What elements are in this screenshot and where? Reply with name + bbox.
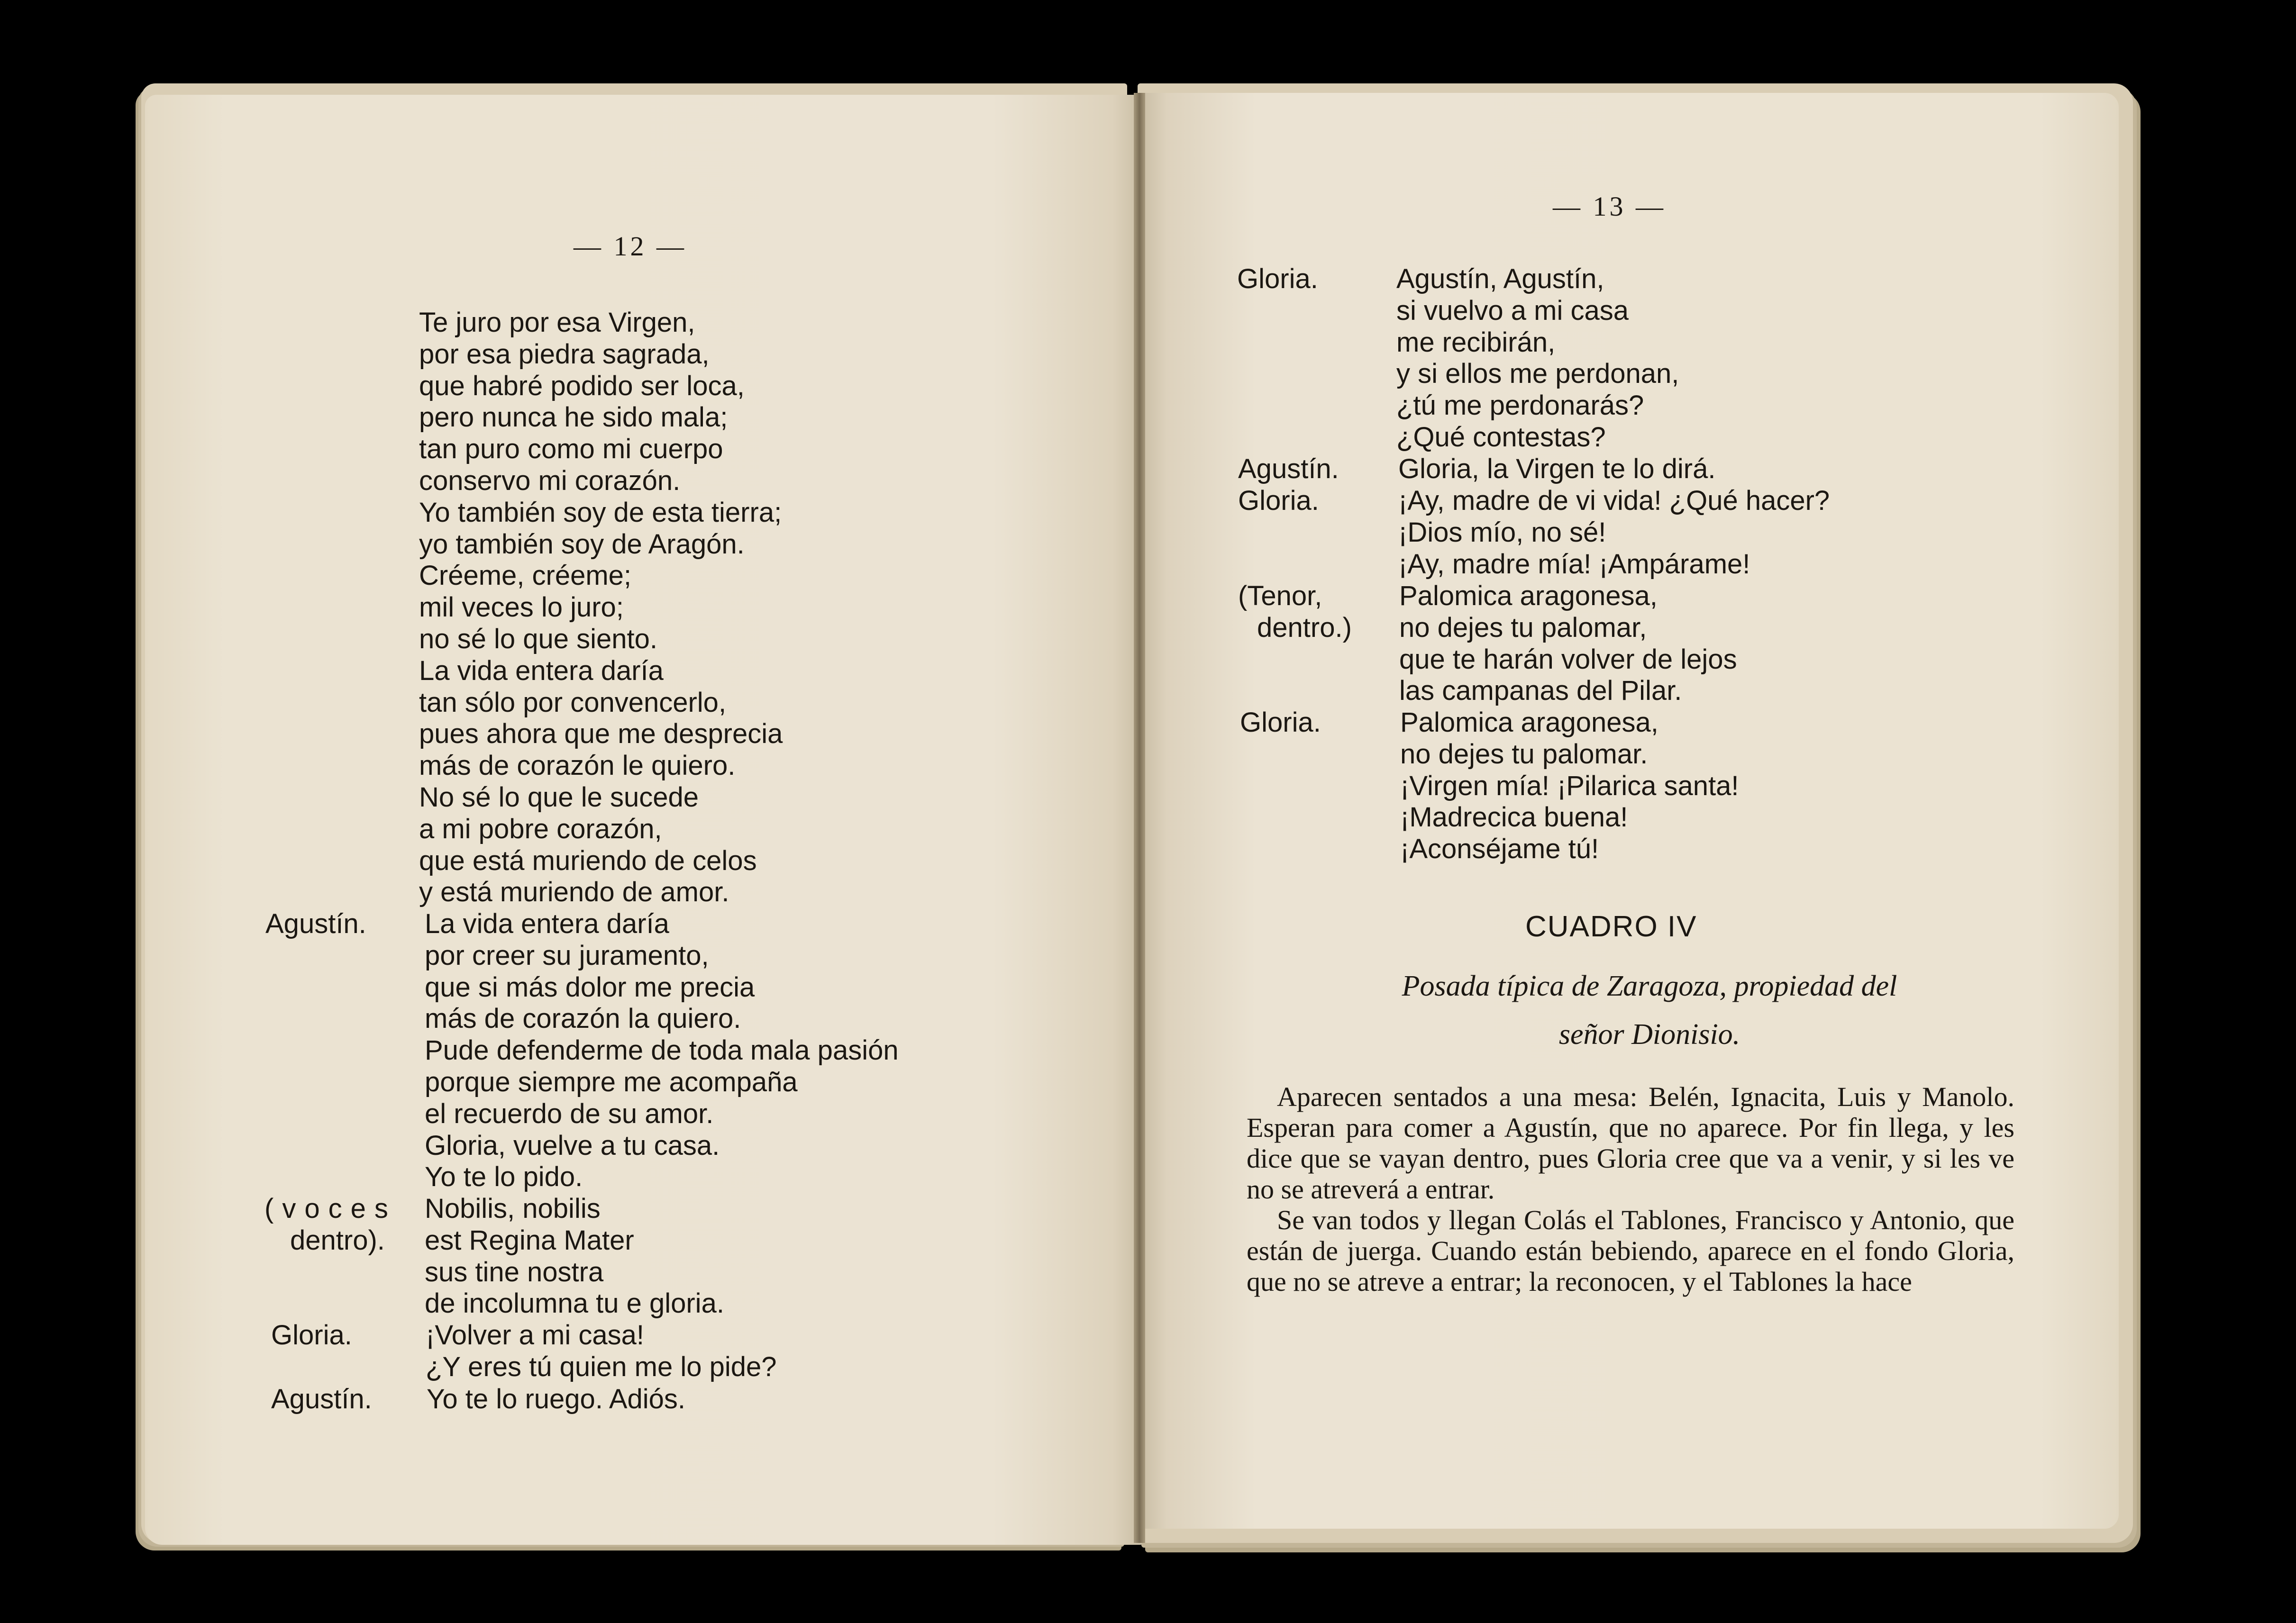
verse-line: ¡Ay, madre de vi vida! ¿Qué hacer?: [1398, 485, 1830, 516]
verse-line: que te harán volver de lejos: [1399, 644, 1737, 675]
verse-line: ¿tú me perdonarás?: [1396, 390, 1644, 421]
scene-subtitle-line: señor Dionisio.: [1558, 1018, 1740, 1051]
verse-line: Agustín, Agustín,: [1396, 263, 1604, 294]
stage-direction-paragraph: Aparecen sentados a una mesa: Belén, Ignacita, Luis y Manolo. Esperan para comer a Agustín, que no aparece. Por fin llega, y les dice que se vayan dentro, pues Gloria cree que va a venir, y si les ve no se atreverá a entrar.: [1247, 1081, 2014, 1205]
scene-heading: CUADRO IV: [1525, 910, 1697, 943]
speaker-name: dentro).: [290, 1225, 385, 1256]
left-verse-block-4: [426, 1320, 777, 1383]
verse-line: ¿Y eres tú quien me lo pide?: [426, 1351, 777, 1382]
verse-line: ¡Virgen mía! ¡Pilarica santa!: [1400, 770, 1739, 801]
verse-line: ¡Aconséjame tú!: [1400, 834, 1599, 865]
verse-line: pero nunca he sido mala;: [419, 402, 728, 433]
verse-line: tan puro como mi cuerpo: [419, 434, 723, 465]
verse-line: Te juro por esa Virgen,: [419, 307, 695, 338]
verse-line: y está muriendo de amor.: [419, 877, 729, 908]
right-verse-block-4: [1399, 580, 1737, 707]
verse-line: las campanas del Pilar.: [1399, 675, 1682, 707]
right-verse-block-2: [1398, 453, 1716, 485]
verse-line: Créeme, créeme;: [419, 560, 632, 591]
verse-line: Gloria, la Virgen te lo dirá.: [1398, 453, 1716, 484]
speaker-name: Agustín.: [1238, 453, 1339, 484]
verse-line: si vuelvo a mi casa: [1396, 295, 1629, 326]
left-verse-block-5: [427, 1384, 685, 1415]
verse-line: No sé lo que le sucede: [419, 781, 699, 813]
verse-line: ¡Ay, madre mía! ¡Ampárame!: [1398, 548, 1750, 580]
right-page-number: — 13 —: [1553, 191, 1666, 222]
verse-line: ¡Dios mío, no sé!: [1398, 517, 1606, 548]
left-verse-block-3: [425, 1193, 724, 1320]
stage-direction-paragraph: Se van todos y llegan Colás el Tablones, Francisco y Antonio, que están de juerga. Cuando están bebiendo, aparece en el fondo Gloria, que no se atreve a entrar; la reconocen, y el Tablones la hace: [1247, 1205, 2014, 1297]
verse-line: no sé lo que siento.: [419, 623, 658, 654]
speaker-name: Agustín.: [271, 1384, 372, 1414]
verse-line: Yo te lo ruego. Adiós.: [427, 1384, 686, 1414]
stage-directions: [1247, 1081, 2014, 1297]
speaker-name: Gloria.: [271, 1320, 352, 1351]
left-page-number: — 12 —: [574, 231, 687, 262]
verse-line: por creer su juramento,: [425, 940, 709, 971]
verse-line: Palomica aragonesa,: [1399, 580, 1658, 611]
verse-line: que si más dolor me precia: [425, 971, 755, 1003]
verse-line: el recuerdo de su amor.: [425, 1098, 714, 1129]
verse-line: Nobilis, nobilis: [425, 1193, 601, 1224]
verse-line: me recibirán,: [1396, 326, 1556, 358]
verse-line: no dejes tu palomar.: [1400, 738, 1648, 770]
verse-line: por esa piedra sagrada,: [419, 338, 710, 370]
speaker-name: Gloria.: [1237, 263, 1318, 294]
speaker-name: (Tenor,: [1238, 580, 1322, 611]
speaker-name: (voces: [264, 1193, 397, 1224]
verse-line: Yo te lo pido.: [425, 1161, 583, 1193]
verse-line: mil veces lo juro;: [419, 592, 624, 623]
scene-subtitle: [1280, 962, 2019, 1059]
speaker-name: Gloria.: [1240, 707, 1321, 738]
verse-line: Pude defenderme de toda mala pasión: [425, 1035, 899, 1066]
left-verse-block-2: [425, 908, 899, 1193]
verse-line: más de corazón le quiero.: [419, 750, 736, 781]
verse-line: tan sólo por convencerlo,: [419, 687, 727, 718]
verse-line: que está muriendo de celos: [419, 845, 757, 876]
left-verse-block-1: [419, 307, 783, 908]
right-verse-block-3: [1398, 485, 1830, 580]
scene-subtitle-line: Posada típica de Zaragoza, propiedad del: [1402, 970, 1897, 1002]
verse-line: La vida entera daría: [425, 908, 669, 939]
verse-line: est Regina Mater: [425, 1224, 634, 1256]
verse-line: yo también soy de Aragón.: [419, 528, 745, 560]
verse-line: Palomica aragonesa,: [1400, 707, 1658, 738]
speaker-name: Agustín.: [265, 908, 366, 939]
verse-line: y si ellos me perdonan,: [1396, 358, 1679, 390]
verse-line: de incolumna tu e gloria.: [425, 1288, 724, 1319]
verse-line: más de corazón la quiero.: [425, 1003, 741, 1034]
verse-line: pues ahora que me desprecia: [419, 718, 783, 750]
verse-line: Yo también soy de esta tierra;: [419, 497, 782, 528]
verse-line: porque siempre me acompaña: [425, 1066, 798, 1097]
verse-line: ¿Qué contestas?: [1396, 421, 1606, 453]
right-verse-block-5: [1400, 707, 1739, 865]
book-spine: [1134, 93, 1145, 1543]
verse-line: no dejes tu palomar,: [1399, 612, 1647, 643]
right-verse-block-1: [1396, 263, 1679, 453]
verse-line: sus tine nostra: [425, 1256, 604, 1288]
verse-line: Gloria, vuelve a tu casa.: [425, 1130, 720, 1161]
verse-line: ¡Madrecica buena!: [1400, 802, 1628, 833]
speaker-name: dentro.): [1257, 612, 1352, 643]
verse-line: conservo mi corazón.: [419, 465, 681, 496]
verse-line: ¡Volver a mi casa!: [426, 1320, 644, 1351]
verse-line: La vida entera daría: [419, 655, 664, 686]
speaker-name: Gloria.: [1238, 485, 1319, 516]
verse-line: a mi pobre corazón,: [419, 813, 662, 844]
verse-line: que habré podido ser loca,: [419, 370, 745, 401]
